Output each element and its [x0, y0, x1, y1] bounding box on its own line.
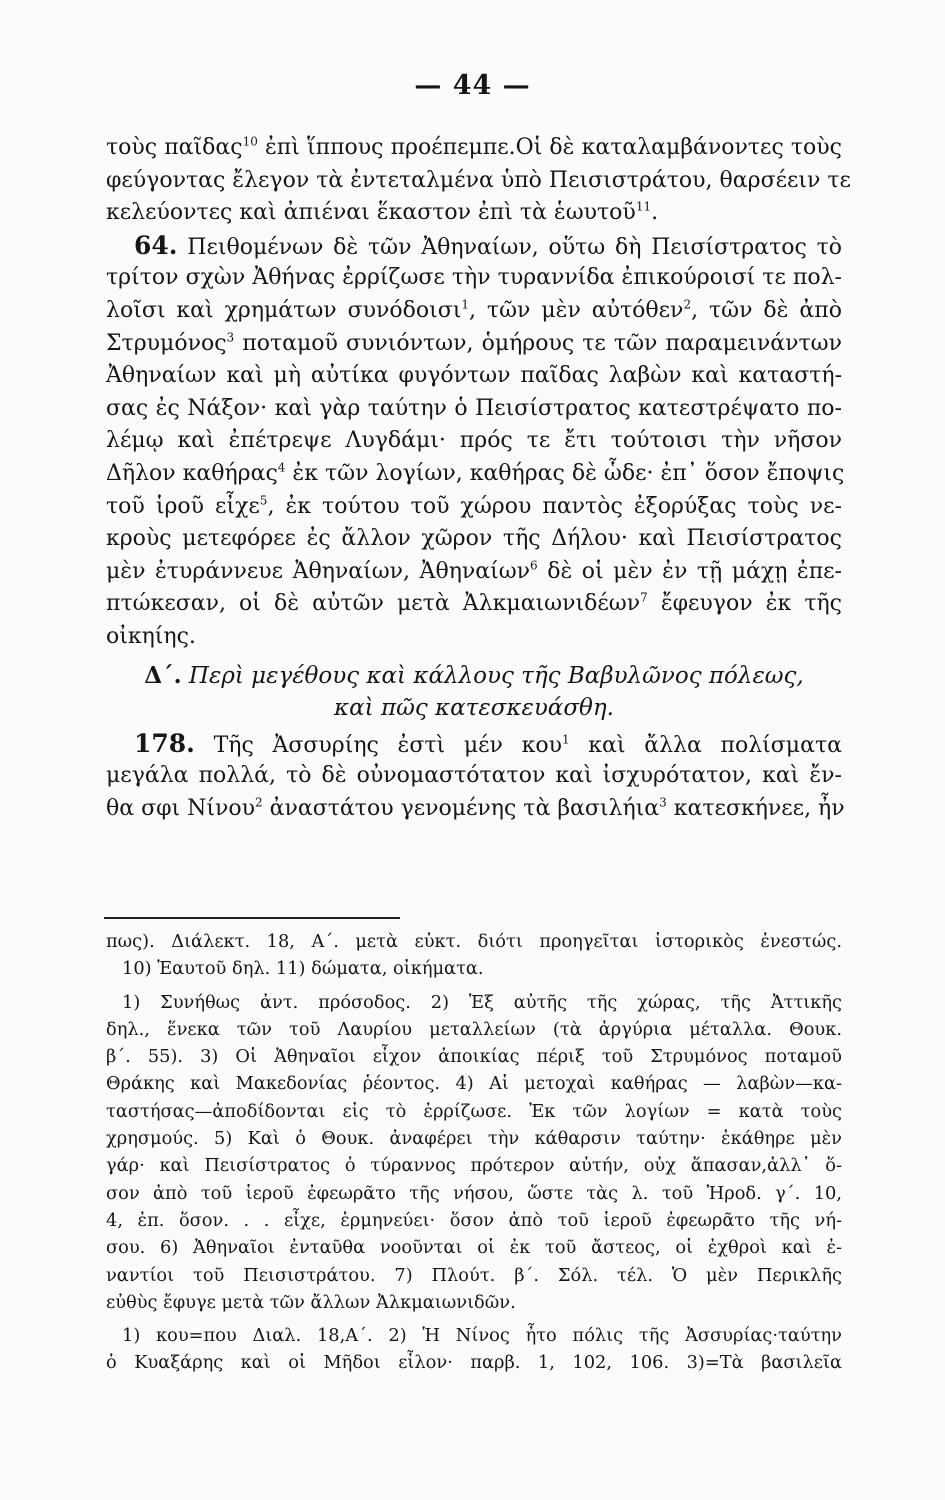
footnote-line: γάρ· καὶ Πεισίστρατος ὁ τύραννος πρότερον αὐτήν, οὐχ ἅπασαν,ἀλλ᾽ ὅ- [106, 1155, 842, 1177]
text-line [106, 197, 842, 230]
chapter-heading-line-2: καὶ πῶς κατεσκευάσθη. [334, 694, 614, 721]
text-segment: Στρυμόνος [106, 330, 227, 356]
footnote-line: 10) Ἑαυτοῦ δηλ. 11) δώματα, οἰκήματα. [122, 958, 484, 980]
text-segment: τοὺς παῖδας [106, 135, 243, 160]
footnotes [106, 928, 842, 1377]
text-segment: λοῖσι καὶ χρημάτων συνόδοισι [106, 297, 462, 323]
footnote-line: ναντίοι τοῦ Πεισιστράτου. 7) Πλούτ. β΄. Σόλ. τέλ. Ὁ μὲν Περικλῆς [106, 1264, 842, 1286]
footnote-marker: 1 [461, 297, 469, 312]
footnote-marker: 7 [640, 590, 648, 605]
text-line [106, 556, 842, 589]
text-segment: Πειθομένων δὲ τῶν Ἀθηναίων, οὕτω δὴ Πεισίστρατος τὸ [187, 234, 843, 260]
text-segment: Περὶ μεγέθους καὶ κάλλους τῆς Βαβυλῶνος πόλεως, [188, 662, 804, 689]
paragraph-number: 64. [134, 230, 178, 260]
page-number: — 44 — [414, 70, 531, 101]
footnote-line: 4, ἐπ. ὅσον. . . εἶχε, ἑρμηνεύει· ὅσον ἀπὸ τοῦ ἱεροῦ ἐφεωρᾶτο τῆς νή- [106, 1209, 842, 1231]
text-segment: Δῆλον καθήρας [106, 460, 278, 486]
text-segment: , τῶν δὲ ἀπὸ [691, 297, 842, 323]
footnote-line: β΄. 55). 3) Οἱ Ἀθηναῖοι εἶχον ἀποικίας πέριξ τοῦ Στρυμόνος ποταμοῦ [106, 1046, 842, 1068]
text-segment: , τῶν μὲν αὐτόθεν [469, 297, 684, 323]
footnote-line: Θράκης καὶ Μακεδονίας ῥέοντος. 4) Αἱ μετοχαὶ καθήρας — λαβὼν—κα- [106, 1073, 842, 1095]
text-line [106, 328, 842, 361]
footnote-marker: 4 [277, 460, 286, 475]
text-segment: κατεσκήνεε, ἦν [666, 795, 845, 821]
footnote-line: χρησμούς. 5) Καὶ ὁ Θουκ. ἀναφέρει τὴν κάθαρσιν ταύτην· ἐκάθηρε μὲν [106, 1128, 842, 1150]
footnote-marker: 3 [226, 330, 235, 345]
text-line [106, 491, 842, 524]
footnote-line: δηλ., ἕνεκα τῶν τοῦ Λαυρίου μεταλλείων (τὰ ἀργύρια μέταλλα. Θουκ. [106, 1018, 842, 1040]
text-line: σας ἐς Νάξον· καὶ γὰρ ταύτην ὁ Πεισίστρατος κατεστρέψατο πο- [106, 395, 842, 421]
text-segment: κελεύοντες καὶ ἀπιέναι ἕκαστον ἐπὶ τὰ ἑωυτοῦ [106, 200, 636, 226]
text-line: τρίτον σχὼν Ἀθήνας ἐρρίζωσε τὴν τυραννίδα ἐπικούροισί τε πολ- [106, 265, 842, 291]
footnote-line: 1) Συνήθως ἀντ. πρόσοδος. 2) Ἐξ αὐτῆς τῆς χώρας, τῆς Ἀττικῆς [122, 991, 842, 1013]
footnote-line: ὁ Κυαξάρης καὶ οἱ Μῆδοι εἶλον· παρβ. 1, 102, 106. 3)=Τὰ βασιλεῖα [106, 1352, 842, 1374]
text-segment: ἐκ τῶν λογίων, καθήρας δὲ ὧδε· ἐπ᾽ ὅσον ἔποψις [285, 460, 845, 486]
footnote-marker: 3 [659, 795, 667, 810]
text-line: μεγάλα πολλά, τὸ δὲ οὐνομαστότατον καὶ ἰσχυρότατον, καὶ ἔν- [106, 763, 842, 789]
footnote-marker: 5 [259, 493, 268, 508]
footnote-line: πως). Διάλεκτ. 18, Α΄. μετὰ εὐκτ. διότι προηγεῖται ἱστορικὸς ἐνεστώς. [106, 931, 842, 952]
text-line [106, 793, 845, 826]
footnote-marker: 11 [635, 199, 652, 214]
footnote-marker: 6 [530, 558, 538, 573]
main-text [106, 132, 851, 825]
footnote-line: σον ἀπὸ τοῦ ἱεροῦ ἐφεωρᾶτο τῆς νήσου, ὥστε τὰς λ. τοῦ Ἡροδ. γ΄. 10, [106, 1182, 842, 1204]
footnote-separator [104, 917, 400, 919]
text-line [106, 295, 842, 328]
text-segment: . [651, 200, 659, 226]
chapter-number: Δ΄. [144, 661, 182, 689]
text-segment: ἔφευγον ἐκ τῆς [647, 591, 842, 617]
text-line: φεύγοντας ἔλεγον τὰ ἐντεταλμένα ὑπὸ Πεισιστράτου, θαρσέειν τε [106, 167, 851, 193]
chapter-heading [106, 660, 842, 692]
text-segment: , ἐκ τούτου τοῦ χώρου παντὸς ἐξορύξας τοὺς νε- [267, 493, 842, 519]
paragraph-64-start [106, 230, 842, 263]
paragraph-178-start [106, 728, 842, 761]
text-line: λέμῳ καὶ ἐπέτρεψε Λυγδάμι· πρός τε ἔτι τούτοισι τὴν νῆσον [106, 428, 842, 454]
footnote-line: σου. 6) Ἀθηναῖοι ἐνταῦθα νοοῦνται οἱ ἐκ τοῦ ἄστεος, οἱ ἐχθροὶ καὶ ἐ- [106, 1237, 842, 1259]
text-line [106, 458, 845, 491]
text-segment: τοῦ ἱροῦ εἶχε [106, 493, 260, 519]
text-segment: καὶ ἄλλα πολίσματα [569, 732, 842, 758]
footnote-line: εὐθὺς ἔφυγε μετὰ τῶν ἄλλων Ἀλκμαιωνιδῶν. [106, 1291, 516, 1313]
footnote-marker: 2 [683, 297, 692, 312]
footnote-marker: 10 [242, 134, 258, 149]
footnote-marker: 2 [255, 795, 263, 810]
text-line [106, 588, 842, 621]
text-segment: ἀναστάτου γενομένης τὰ βασιλήια [262, 795, 660, 821]
text-segment: μὲν ἐτυράννευε Ἀθηναίων, Ἀθηναίων [106, 558, 531, 584]
footnote-line: 1) κου=που Διαλ. 18,Α΄. 2) Ἡ Νίνος ἦτο πόλις τῆς Ἀσσυρίας·ταύτην [122, 1325, 842, 1347]
text-segment: Τῆς Ἀσσυρίης ἐστὶ μέν κου [213, 732, 562, 758]
footnote-marker: 1 [561, 732, 570, 747]
footnote-line: ταστήσας—ἀποδίδονται εἰς τὸ ἐρρίζωσε. Ἐκ τῶν λογίων = κατὰ τοὺς [106, 1100, 842, 1122]
paragraph-number: 178. [134, 728, 195, 758]
text-segment: ποταμοῦ συνιόντων, ὁμήρους τε τῶν παραμεινάντων [234, 330, 842, 356]
text-segment: ἐπὶ ἵππους προέπεμπε.Οἱ δὲ καταλαμβάνοντες τοὺς [257, 135, 842, 160]
text-line [106, 132, 842, 165]
text-segment: δὲ οἱ μὲν ἐν τῇ μάχῃ ἐπε- [537, 558, 842, 584]
text-segment: πτώκεσαν, οἱ δὲ αὐτῶν μετὰ Ἀλκμαιωνιδέων [106, 591, 641, 617]
text-line: κροὺς μετεφόρεε ἐς ἄλλον χῶρον τῆς Δήλου· καὶ Πεισίστρατος [106, 526, 842, 552]
text-line: Ἀθηναίων καὶ μὴ αὐτίκα φυγόντων παῖδας λαβὼν καὶ καταστή- [106, 363, 842, 389]
text-segment: θα σφι Νίνου [106, 795, 256, 821]
text-line: οἰκηίης. [106, 623, 196, 649]
